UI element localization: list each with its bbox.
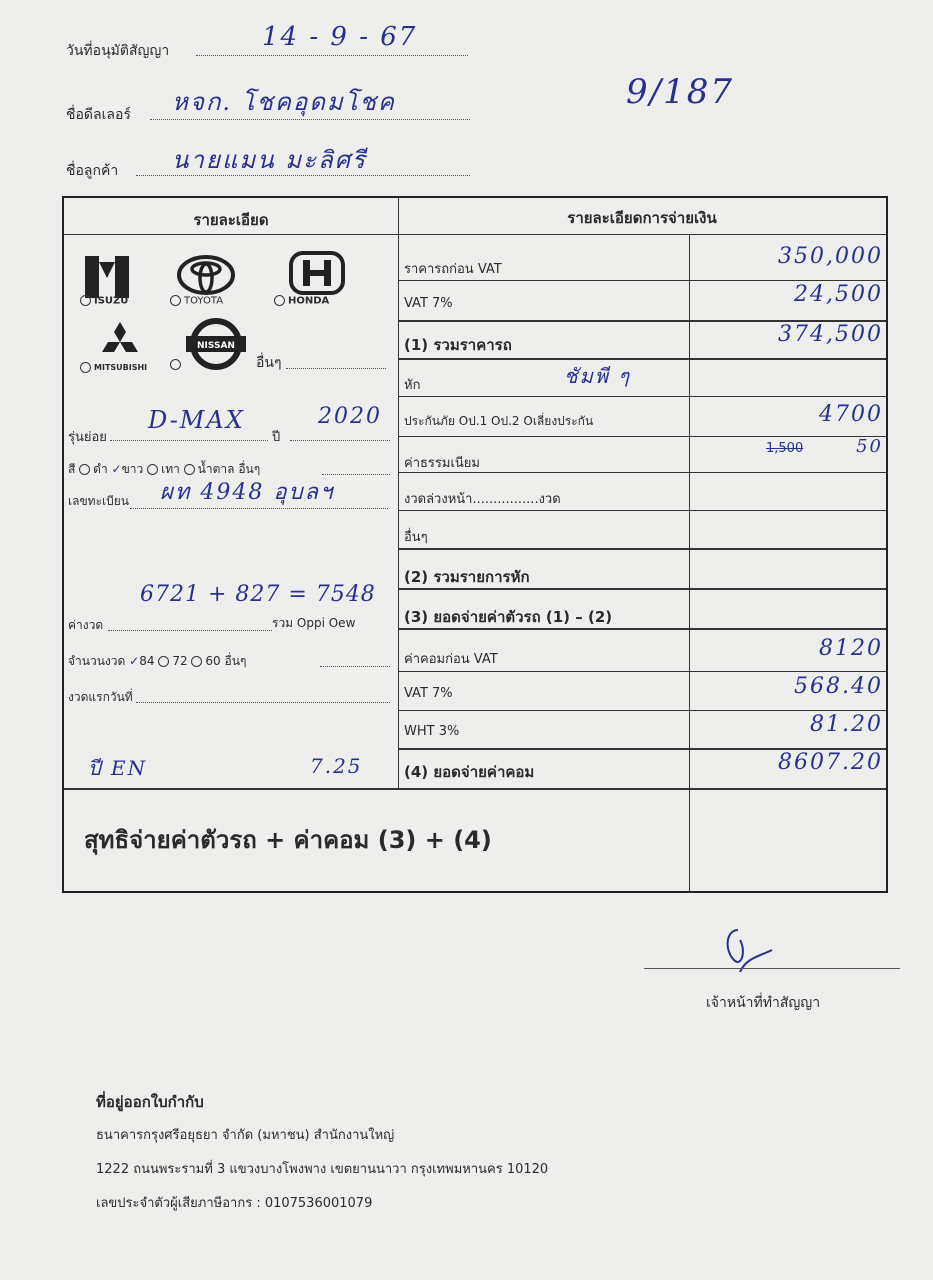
isuzu-option[interactable] bbox=[80, 295, 128, 307]
option-label: 60 bbox=[205, 654, 221, 668]
plate-value: ผท 4948 อุบลฯ bbox=[160, 480, 335, 505]
row-advance-installment: งวดล่วงหน้า................งวด bbox=[404, 492, 561, 507]
year-line bbox=[290, 440, 390, 441]
column-divider-amount bbox=[689, 234, 690, 893]
mitsubishi-option[interactable] bbox=[80, 362, 147, 373]
honda-option[interactable] bbox=[274, 295, 329, 307]
amount-vat: 24,500 bbox=[794, 282, 883, 307]
row-other: อื่นๆ bbox=[404, 530, 428, 545]
amount-commission-vat: 568.40 bbox=[794, 674, 883, 699]
color-other-label: อื่นๆ bbox=[238, 462, 261, 476]
amount-total-car-price: 374,500 bbox=[778, 322, 883, 347]
net-payment-label: สุทธิจ่ายค่าตัวรถ + ค่าคอม (3) + (4) bbox=[84, 826, 492, 854]
installment-count-field bbox=[68, 652, 246, 671]
radio-circle-icon bbox=[80, 295, 91, 306]
row-commission-before-vat: ค่าคอมก่อน VAT bbox=[404, 652, 498, 667]
brand-label: TOYOTA bbox=[184, 295, 224, 307]
amount-wht: 81.20 bbox=[810, 712, 883, 737]
customer-label: ชื่อลูกค้า bbox=[66, 163, 119, 179]
header-divider bbox=[64, 234, 886, 235]
radio-circle-icon bbox=[274, 295, 285, 306]
other-brand-line bbox=[286, 368, 386, 369]
deduct-note: ชัมพี ๆ bbox=[564, 364, 632, 388]
check-mark-icon: ✓ bbox=[129, 654, 140, 668]
row-line bbox=[398, 671, 886, 672]
brand-label: MITSUBISHI bbox=[94, 363, 148, 372]
address-line-2: 1222 ถนนพระรามที่ 3 แขวงบางโพงพาง เขตยานนาวา กรุงเทพมหานคร 10120 bbox=[96, 1162, 549, 1177]
row-line bbox=[398, 710, 886, 711]
count-72-option[interactable] bbox=[158, 654, 187, 668]
amount-fee: 50 bbox=[856, 436, 883, 457]
plate-label: เลขทะเบียน bbox=[68, 494, 129, 508]
option-label: เทา bbox=[161, 462, 180, 476]
row-line bbox=[398, 396, 886, 397]
column-divider-main bbox=[398, 198, 399, 788]
model-value: D-MAX bbox=[148, 406, 245, 434]
amount-insurance: 4700 bbox=[819, 402, 883, 427]
radio-circle-icon bbox=[170, 359, 181, 370]
toyota-logo bbox=[176, 254, 236, 298]
nissan-option[interactable] bbox=[170, 356, 184, 372]
details-heading: รายละเอียด bbox=[193, 211, 269, 229]
count-60-option[interactable] bbox=[191, 654, 220, 668]
radio-circle-icon bbox=[191, 656, 202, 667]
row-line bbox=[398, 280, 886, 281]
fee-struck-amount: 1,500 bbox=[766, 441, 804, 456]
nissan-logo-text: NISSAN bbox=[197, 341, 235, 351]
count-other-line bbox=[320, 666, 390, 667]
customer-value: นายแมน มะลิศรี bbox=[172, 146, 367, 174]
dealer-label: ชื่อดีลเลอร์ bbox=[66, 107, 131, 123]
color-white-option[interactable] bbox=[112, 462, 144, 476]
approval-date-value: 14 - 9 - 67 bbox=[262, 22, 418, 52]
amount-commission-before-vat: 8120 bbox=[819, 636, 883, 661]
model-label: รุ่นย่อย bbox=[68, 430, 107, 445]
row-price-before-vat: ราคารถก่อน VAT bbox=[404, 262, 502, 277]
approval-date-label: วันที่อนุมัติสัญญา bbox=[66, 43, 170, 59]
row-commission-vat: VAT 7% bbox=[404, 686, 453, 701]
approval-date-line bbox=[196, 55, 468, 56]
signature-role: เจ้าหน้าที่ทำสัญญา bbox=[706, 995, 821, 1011]
installment-count-label: จำนวนงวด bbox=[68, 654, 126, 668]
option-label: ดำ bbox=[93, 462, 108, 476]
honda-logo bbox=[288, 250, 348, 296]
option-label: 84 bbox=[139, 654, 155, 668]
first-date-label: งวดแรกวันที่ bbox=[68, 690, 133, 704]
count-84-option[interactable] bbox=[129, 654, 154, 668]
footer-divider bbox=[64, 788, 886, 790]
note-right: 7.25 bbox=[310, 754, 363, 778]
color-label: สี bbox=[68, 462, 76, 476]
note-left: ปี EN bbox=[88, 756, 148, 780]
row-line bbox=[398, 510, 886, 511]
reference-number: 9/187 bbox=[626, 72, 734, 112]
toyota-option[interactable] bbox=[170, 295, 223, 307]
radio-circle-icon bbox=[170, 295, 181, 306]
installment-value: 6721 + 827 = 7548 bbox=[140, 582, 376, 607]
installment-line bbox=[108, 630, 272, 631]
option-label: น้ำตาล bbox=[197, 462, 235, 476]
row-car-payment: (3) ยอดจ่ายค่าตัวรถ (1) – (2) bbox=[404, 608, 613, 626]
radio-circle-icon bbox=[158, 656, 169, 667]
address-line-1: ธนาคารกรุงศรีอยุธยา จำกัด (มหาชน) สำนักงานใหญ่ bbox=[96, 1128, 395, 1143]
amount-commission-payment: 8607.20 bbox=[778, 750, 883, 775]
row-line bbox=[398, 358, 886, 360]
installment-label: ค่างวด bbox=[68, 618, 104, 632]
radio-circle-icon bbox=[79, 464, 90, 475]
model-line bbox=[110, 440, 268, 441]
row-deduct: หัก bbox=[404, 378, 421, 393]
brand-label: HONDA bbox=[288, 295, 330, 307]
year-label: ปี bbox=[272, 430, 281, 445]
check-mark-icon: ✓ bbox=[111, 462, 122, 476]
installment-suffix: รวม Oppi Oew bbox=[272, 616, 356, 630]
mitsubishi-logo bbox=[96, 320, 146, 364]
row-commission-payment: (4) ยอดจ่ายค่าคอม bbox=[404, 763, 535, 781]
row-wht: WHT 3% bbox=[404, 724, 460, 739]
nissan-logo bbox=[186, 316, 246, 372]
radio-circle-icon bbox=[147, 464, 158, 475]
row-total-car-price: (1) รวมราคารถ bbox=[404, 336, 512, 354]
color-black-option[interactable] bbox=[79, 462, 108, 476]
row-insurance: ประกันภัย Oป.1 Oป.2 Oเลี่ยงประกัน bbox=[404, 414, 594, 428]
brand-label: ISUZU bbox=[94, 295, 129, 307]
row-line bbox=[398, 436, 886, 437]
year-value: 2020 bbox=[318, 404, 382, 429]
row-line bbox=[398, 548, 886, 550]
address-title: ที่อยู่ออกใบกำกับ bbox=[96, 1093, 204, 1111]
signature-line bbox=[644, 968, 900, 969]
row-vat: VAT 7% bbox=[404, 296, 453, 311]
payment-details-heading: รายละเอียดการจ่ายเงิน bbox=[567, 209, 717, 227]
tax-id: เลขประจำตัวผู้เสียภาษีอากร : 0107536001079 bbox=[96, 1196, 373, 1211]
amount-price-before-vat: 350,000 bbox=[778, 244, 883, 269]
option-label: ขาว bbox=[121, 462, 144, 476]
row-total-deductions: (2) รวมรายการหัก bbox=[404, 568, 530, 586]
signature-mark bbox=[700, 920, 790, 980]
option-label: 72 bbox=[172, 654, 188, 668]
count-other-label: อื่นๆ bbox=[224, 654, 247, 668]
row-fee: ค่าธรรมเนียม bbox=[404, 456, 480, 471]
other-brand-label: อื่นๆ bbox=[256, 355, 282, 371]
dealer-value: หจก. โชคอุดมโชค bbox=[172, 88, 396, 116]
first-date-line bbox=[136, 702, 390, 703]
radio-circle-icon bbox=[80, 362, 91, 373]
